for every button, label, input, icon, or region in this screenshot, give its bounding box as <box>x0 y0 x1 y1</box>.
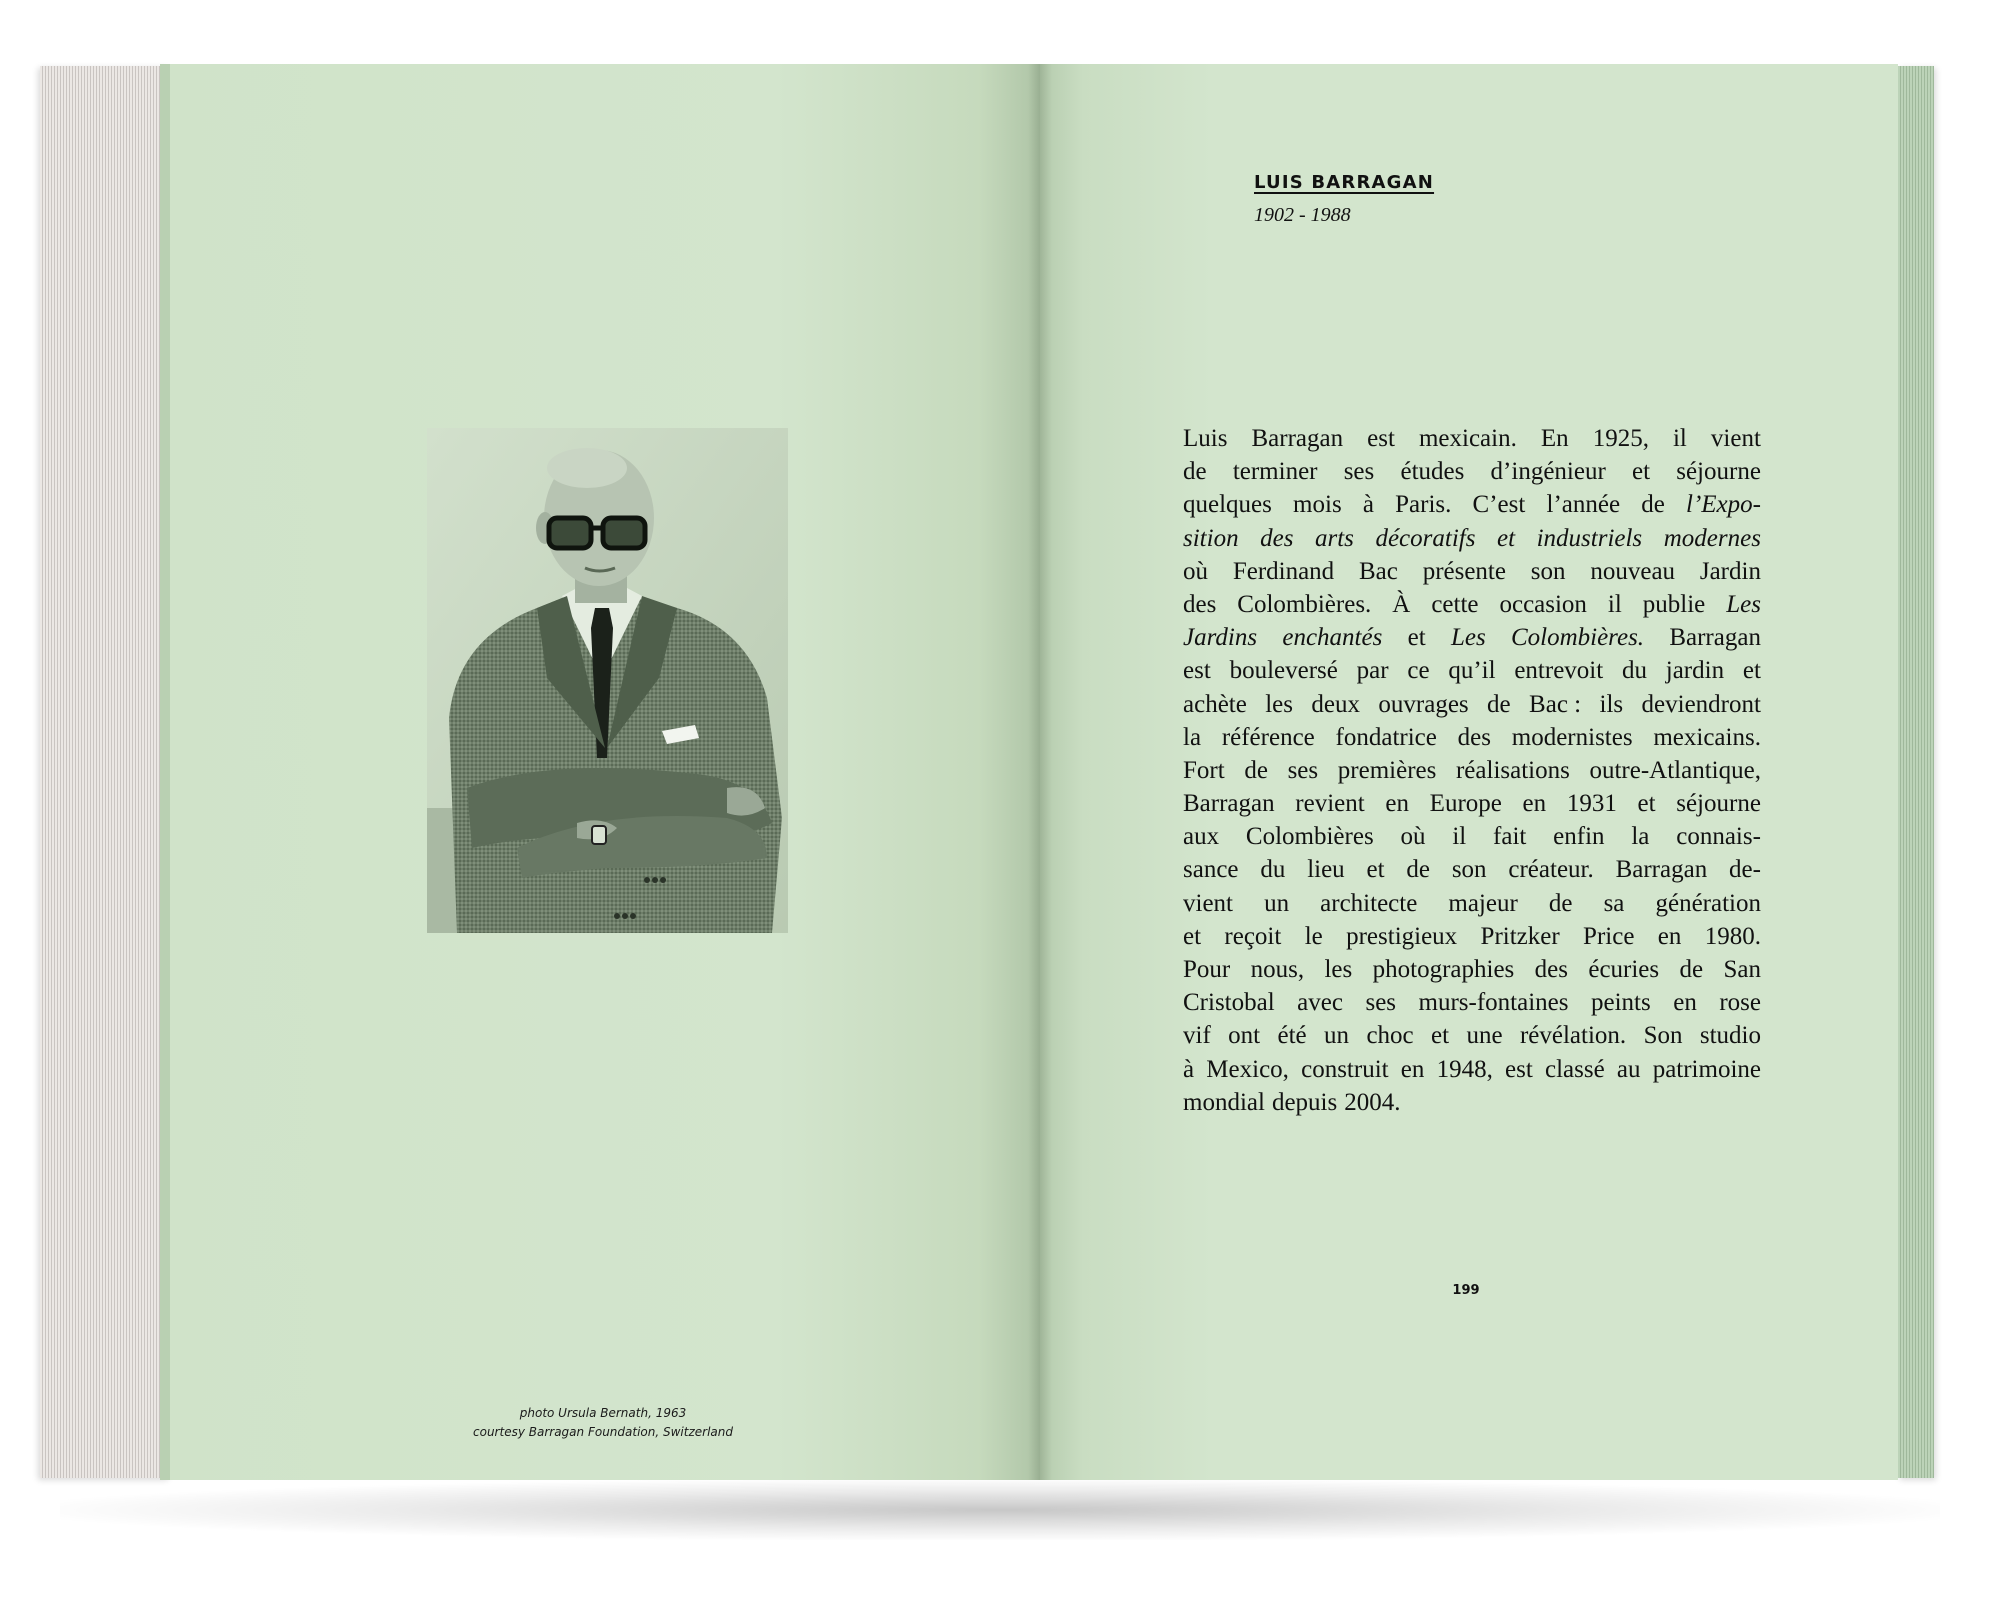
text-word: et <box>1407 624 1426 652</box>
text-word: architecte <box>1320 889 1418 917</box>
text-word: de <box>1548 889 1573 917</box>
text-word: 1925, <box>1592 425 1649 452</box>
text-word: arts <box>1315 524 1354 552</box>
text-word: nouveau <box>1590 557 1676 585</box>
text-word: des <box>1260 524 1294 552</box>
text-word: mexicain. <box>1418 425 1517 452</box>
text-word: Europe <box>1429 790 1502 818</box>
portrait-illustration <box>427 428 788 933</box>
text-line <box>1183 721 1761 754</box>
text-word: 1931 <box>1566 790 1617 818</box>
text-word: Les <box>1726 590 1761 618</box>
text-word: mexicains. <box>1653 723 1761 751</box>
text-word: des <box>1534 956 1568 983</box>
text-word: Price <box>1583 922 1635 950</box>
text-word: Colombières. <box>1510 624 1645 652</box>
text-word: photographies <box>1372 956 1515 983</box>
text-word: Paris. <box>1395 491 1452 519</box>
page-heading: LUIS BARRAGAN <box>1254 172 1435 193</box>
text-word: et <box>1366 856 1385 884</box>
text-word: jardin <box>1665 657 1725 685</box>
text-word: entrevoit <box>1514 657 1604 685</box>
text-word: de <box>1244 756 1268 784</box>
text-word: fait <box>1493 823 1527 851</box>
text-word: au <box>1616 1055 1641 1083</box>
text-word: Cristobal <box>1183 989 1275 1017</box>
text-line <box>1183 986 1761 1019</box>
text-word: de- <box>1729 856 1761 884</box>
text-word: mois <box>1293 491 1342 519</box>
text-word: l’Expo- <box>1686 491 1761 519</box>
text-word: deviendront <box>1641 690 1761 718</box>
text-word: bouleversé <box>1229 657 1338 685</box>
text-word: du <box>1621 657 1647 685</box>
text-line <box>1183 787 1761 820</box>
text-word: été <box>1277 1022 1307 1050</box>
text-word: de <box>1641 491 1665 519</box>
text-word: de <box>1679 956 1704 983</box>
text-word: 2004. <box>1344 1088 1401 1116</box>
text-word: et <box>1742 657 1761 685</box>
text-line <box>1183 820 1761 853</box>
text-word: outre-Atlantique, <box>1589 756 1761 784</box>
text-word: modernes <box>1663 524 1761 552</box>
text-word: En <box>1540 425 1569 452</box>
text-line <box>1183 1019 1761 1052</box>
text-word: où <box>1400 823 1426 851</box>
text-word: il <box>1452 823 1467 851</box>
text-line <box>1183 422 1761 455</box>
text-word: fondatrice <box>1335 723 1437 751</box>
text-word: vient <box>1183 889 1233 917</box>
text-line <box>1183 1086 1761 1119</box>
text-word: reçoit <box>1224 922 1282 950</box>
text-word: quelques <box>1183 491 1272 519</box>
text-word: réalisations <box>1455 756 1570 784</box>
text-word: des <box>1457 723 1491 751</box>
text-word: est <box>1505 1055 1533 1083</box>
text-word: construit <box>1301 1055 1389 1083</box>
text-word: de <box>1406 856 1430 884</box>
text-word: il <box>1607 590 1622 618</box>
text-word: Fort <box>1183 756 1225 784</box>
photo-caption <box>420 1404 786 1442</box>
text-word: Pritzker <box>1480 922 1560 950</box>
text-word: modernistes <box>1511 723 1633 751</box>
text-word: C’est <box>1472 491 1526 519</box>
text-word: les <box>1265 690 1294 718</box>
text-word: Son <box>1643 1022 1683 1050</box>
text-line <box>1183 754 1761 787</box>
biography-text <box>1183 422 1761 1119</box>
text-word: À <box>1392 590 1411 618</box>
text-word: revient <box>1295 790 1365 818</box>
text-word: Luis <box>1183 425 1228 452</box>
text-word: deux <box>1311 690 1361 718</box>
page-number: 199 <box>1452 1283 1480 1298</box>
text-word: et <box>1497 524 1516 552</box>
text-word: un <box>1264 889 1290 917</box>
text-word: séjourne <box>1676 790 1761 818</box>
text-word: classé <box>1545 1055 1605 1083</box>
text-word: il <box>1672 425 1687 452</box>
text-word: sition <box>1183 524 1239 552</box>
text-word: un <box>1324 1022 1350 1050</box>
text-word: cette <box>1431 590 1479 618</box>
text-word: studio <box>1699 1022 1761 1050</box>
text-word: lieu <box>1307 856 1345 884</box>
text-word: où <box>1183 557 1208 585</box>
text-word: Mexico, <box>1206 1055 1289 1083</box>
text-word: et <box>1631 458 1651 486</box>
text-word: de <box>1183 458 1207 486</box>
text-word: présente <box>1422 557 1506 585</box>
text-word: référence <box>1221 723 1315 751</box>
text-word: ses <box>1287 756 1319 784</box>
text-word: Ferdinand <box>1232 557 1335 585</box>
text-word: à <box>1362 491 1374 519</box>
text-word: mondial <box>1183 1088 1265 1116</box>
text-word: Barragan <box>1615 856 1708 884</box>
text-word: ont <box>1228 1022 1261 1050</box>
text-word: Bac : <box>1529 690 1582 718</box>
text-word: son <box>1451 856 1487 884</box>
text-word: Jardin <box>1699 557 1761 585</box>
text-word: Jardins <box>1183 624 1258 652</box>
text-word: murs-fontaines <box>1418 989 1569 1017</box>
text-word: sance <box>1183 856 1239 884</box>
text-word: ce <box>1407 657 1430 685</box>
text-word: rose <box>1719 989 1761 1017</box>
text-word: en <box>1673 989 1697 1017</box>
text-word: enfin <box>1553 823 1605 851</box>
text-word: San <box>1723 956 1761 983</box>
text-line <box>1183 887 1761 920</box>
text-word: achète <box>1183 690 1247 718</box>
text-word: Colombières. <box>1237 590 1372 618</box>
text-word: occasion <box>1499 590 1587 618</box>
text-word: et <box>1637 790 1656 818</box>
text-word: et <box>1183 922 1202 950</box>
text-word: prestigieux <box>1346 922 1458 950</box>
left-page-edge-strip <box>160 64 170 1480</box>
text-line <box>1183 688 1761 721</box>
text-line <box>1183 455 1761 488</box>
text-line <box>1183 953 1761 986</box>
text-word: sa <box>1603 889 1625 917</box>
book-gutter <box>1028 64 1052 1480</box>
text-word: vient <box>1710 425 1761 452</box>
text-word: la <box>1183 723 1202 751</box>
text-word: choc <box>1366 1022 1414 1050</box>
text-word: vif <box>1183 1022 1211 1050</box>
text-word: avec <box>1297 989 1343 1017</box>
text-word: est <box>1367 425 1395 452</box>
text-line <box>1183 920 1761 953</box>
text-word: est <box>1183 657 1211 685</box>
text-word: génération <box>1655 889 1761 917</box>
text-word: Colombières <box>1245 823 1374 851</box>
text-word: son <box>1530 557 1566 585</box>
text-word: 1980. <box>1704 922 1761 950</box>
text-word: Barragan <box>1251 425 1344 452</box>
text-word: majeur <box>1448 889 1518 917</box>
text-word: premières <box>1337 756 1437 784</box>
text-word: la <box>1631 823 1650 851</box>
text-word: Barragan <box>1669 624 1761 652</box>
text-word: l’année <box>1546 491 1621 519</box>
text-word: qu’il <box>1448 657 1496 685</box>
text-word: des <box>1183 590 1217 618</box>
text-word: à <box>1183 1055 1195 1083</box>
text-word: connais- <box>1676 823 1761 851</box>
text-line <box>1183 621 1761 654</box>
text-word: écuries <box>1588 956 1660 983</box>
text-word: terminer <box>1232 458 1318 486</box>
text-word: du <box>1260 856 1286 884</box>
text-line <box>1183 522 1761 555</box>
page-edges-right <box>1898 66 1934 1478</box>
text-line <box>1183 555 1761 588</box>
text-word: de <box>1487 690 1511 718</box>
portrait-photo <box>427 428 788 933</box>
life-dates: 1902 - 1988 <box>1254 204 1351 226</box>
text-line <box>1183 1053 1761 1086</box>
text-word: en <box>1522 790 1547 818</box>
book-shadow <box>60 1480 1940 1540</box>
text-word: décoratifs <box>1375 524 1476 552</box>
text-word: et <box>1431 1022 1450 1050</box>
text-word: peints <box>1591 989 1651 1017</box>
text-word: en <box>1385 790 1409 818</box>
text-word: enchantés <box>1282 624 1383 652</box>
text-line <box>1183 488 1761 521</box>
text-word: nous, <box>1250 956 1305 983</box>
text-word: patrimoine <box>1652 1055 1761 1083</box>
text-word: industriels <box>1536 524 1643 552</box>
text-line <box>1183 853 1761 886</box>
text-word: Bac <box>1359 557 1398 585</box>
text-word: Pour <box>1183 956 1231 983</box>
text-word: d’ingénieur <box>1490 458 1606 486</box>
text-word: révélation. <box>1519 1022 1627 1050</box>
text-word: études <box>1400 458 1465 486</box>
text-word: par <box>1356 657 1389 685</box>
text-line <box>1183 654 1761 687</box>
text-word: 1948, <box>1436 1055 1493 1083</box>
text-word: les <box>1324 956 1353 983</box>
text-word: ils <box>1599 690 1624 718</box>
text-word: en <box>1400 1055 1425 1083</box>
text-word: Les <box>1450 624 1486 652</box>
text-word: depuis <box>1271 1088 1338 1116</box>
text-word: une <box>1466 1022 1503 1050</box>
text-word: séjourne <box>1676 458 1761 486</box>
text-word: créateur. <box>1508 856 1594 884</box>
text-line <box>1183 588 1761 621</box>
text-word: ses <box>1365 989 1397 1017</box>
text-word: ses <box>1343 458 1375 486</box>
text-word: publie <box>1642 590 1706 618</box>
caption-line-2: courtesy Barragan Foundation, Switzerland <box>473 1425 733 1439</box>
text-word: ouvrages <box>1378 690 1469 718</box>
text-word: le <box>1304 922 1323 950</box>
caption-line-1: photo Ursula Bernath, 1963 <box>519 1406 687 1420</box>
text-word: en <box>1657 922 1682 950</box>
text-word: Barragan <box>1183 790 1275 818</box>
text-word: aux <box>1183 823 1220 851</box>
page-edges-left <box>40 66 170 1478</box>
